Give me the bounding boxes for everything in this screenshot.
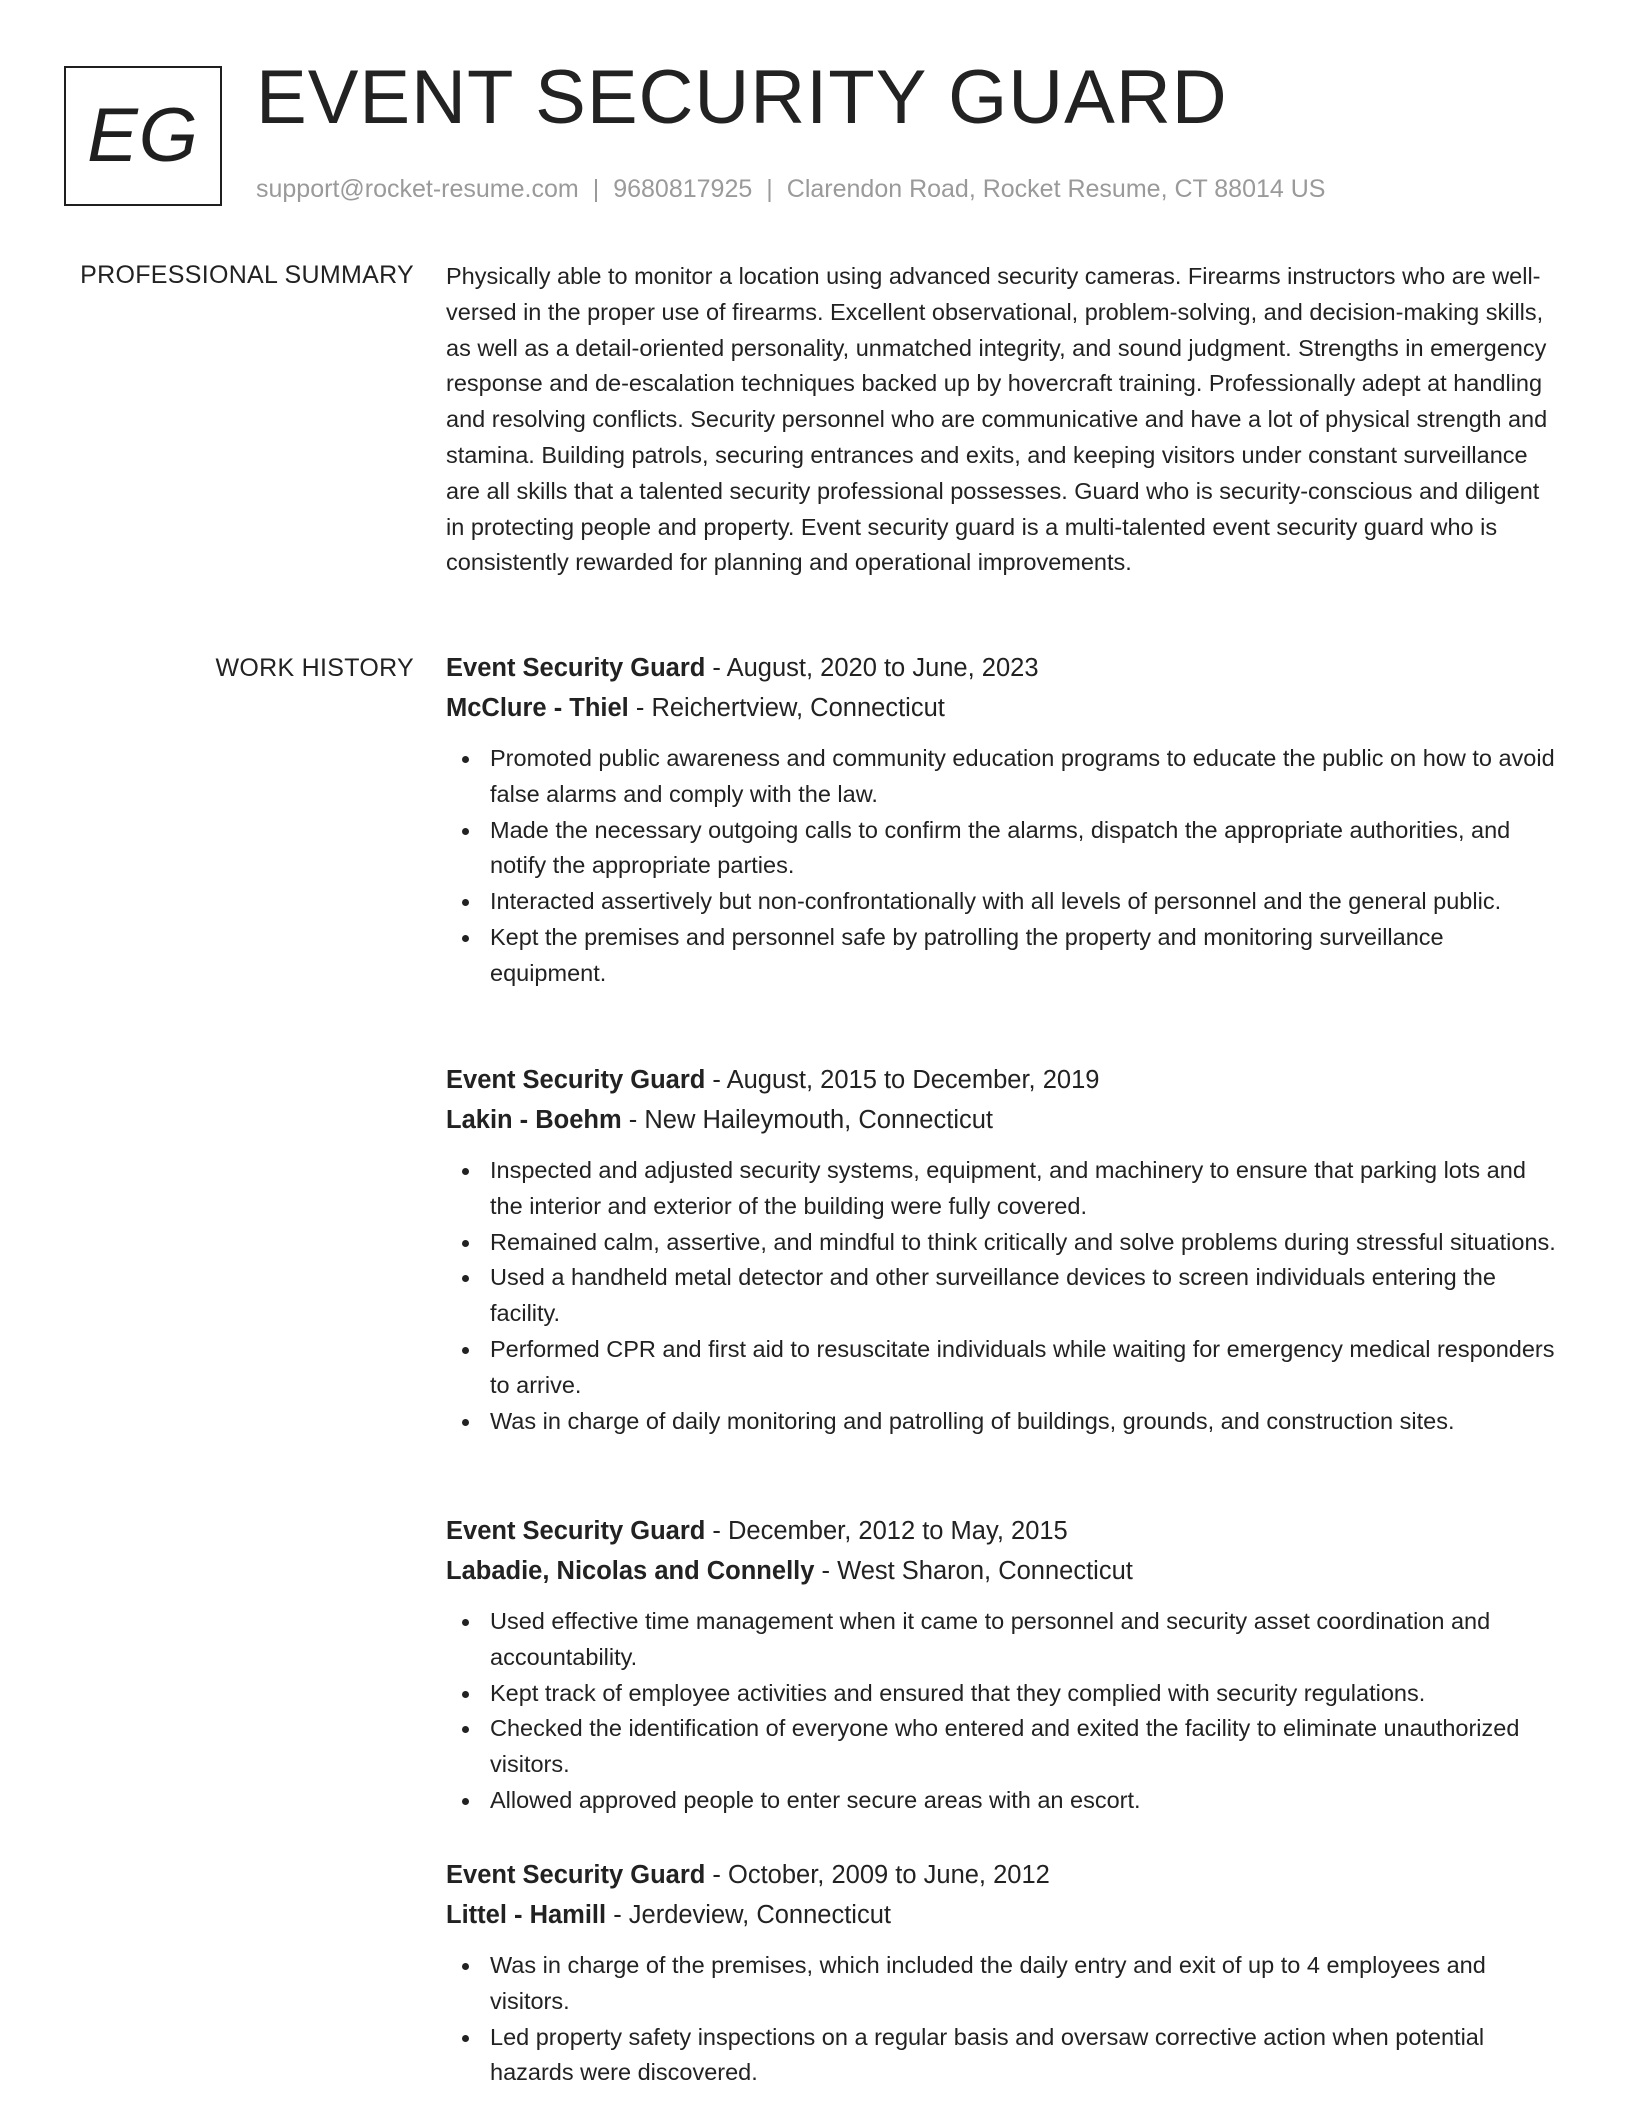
bullet-dot	[462, 935, 469, 942]
job-title: Event Security Guard	[446, 1861, 706, 1889]
job-location: - New Haileymouth, Connecticut	[621, 1106, 994, 1134]
bullet-dot	[462, 828, 469, 835]
bullet-text: Kept track of employee activities and ensured that they complied with security regulations.	[490, 1679, 1426, 1706]
bullet-dot	[462, 1963, 469, 1970]
contact-phone: 9680817925	[613, 175, 753, 203]
job-title-line	[446, 1060, 1558, 1100]
job-dates: - August, 2020 to June, 2023	[705, 654, 1039, 682]
job-company-line	[446, 1551, 1558, 1591]
bullet-text: Was in charge of daily monitoring and patrolling of buildings, grounds, and construction sites.	[490, 1407, 1455, 1434]
job-dates: - October, 2009 to June, 2012	[705, 1861, 1050, 1889]
job-title: Event Security Guard	[446, 654, 706, 682]
job-bullets	[446, 1153, 1558, 1439]
bullet-text: Promoted public awareness and community education programs to educate the public on how to avoid false alarms and comply with the law.	[490, 745, 1555, 807]
job-dates: - August, 2015 to December, 2019	[705, 1066, 1100, 1094]
summary-text: Physically able to monitor a location using advanced security cameras. Firearms instructors who are well-versed in the proper use of firearms. Excellent observational, problem-solving, and decision-making skills, as well as a detail-oriented personality, unmatched integrity, and sound judgment. Strengths in emergency response and de-escalation techniques backed up by hovercraft training. Professionally adept at handling and resolving conflicts. Security personnel who are communicative and have a lot of physical strength and stamina. Building patrols, securing entrances and exits, and keeping visitors under constant surveillance are all skills that a talented security professional possesses. Guard who is security-conscious and diligent in protecting people and property. Event security guard is a multi-talented event security guard who is consistently rewarded for planning and operational improvements.	[446, 263, 1548, 576]
bullet-text: Remained calm, assertive, and mindful to think critically and solve problems during stressful situations.	[490, 1228, 1556, 1255]
job-title-line	[446, 648, 1558, 688]
job-bullet	[446, 1153, 1558, 1225]
job-company: Labadie, Nicolas and Connelly	[446, 1557, 815, 1585]
summary-body	[446, 259, 1558, 581]
job-company-line	[446, 1895, 1558, 1935]
job-bullet	[446, 1676, 1558, 1712]
monogram-initials: EG	[87, 93, 199, 178]
job-entry	[446, 1511, 1558, 1819]
bullet-dot	[462, 1275, 469, 1282]
job-bullet	[446, 1225, 1558, 1261]
job-dates: - December, 2012 to May, 2015	[705, 1517, 1068, 1545]
work-history-label: WORK HISTORY	[215, 654, 414, 682]
job-bullet	[446, 884, 1558, 920]
bullet-dot	[462, 1619, 469, 1626]
job-bullet	[446, 1711, 1558, 1783]
resume-name: EVENT SECURITY GUARD	[256, 55, 1228, 140]
job-entry	[446, 1060, 1558, 1439]
bullet-dot	[462, 1419, 469, 1426]
job-location: - West Sharon, Connecticut	[814, 1557, 1133, 1585]
job-bullets	[446, 1604, 1558, 1819]
job-entry	[446, 648, 1558, 992]
bullet-text: Checked the identification of everyone who entered and exited the facility to eliminate unauthorized visitors.	[490, 1715, 1520, 1778]
job-company: Littel - Hamill	[446, 1901, 607, 1929]
job-bullet	[446, 1404, 1558, 1440]
job-title-line	[446, 1855, 1558, 1895]
bullet-dot	[462, 1240, 469, 1247]
job-bullet	[446, 2020, 1558, 2092]
job-company-line	[446, 1100, 1558, 1140]
job-location: - Reichertview, Connecticut	[628, 694, 945, 722]
job-company: Lakin - Boehm	[446, 1106, 622, 1134]
bullet-text: Interacted assertively but non-confrontationally with all levels of personnel and the general public.	[490, 888, 1502, 915]
bullet-text: Inspected and adjusted security systems, equipment, and machinery to ensure that parking lots and the interior and exterior of the building were fully covered.	[490, 1157, 1526, 1219]
contact-line	[256, 174, 1325, 204]
job-bullet	[446, 741, 1558, 813]
job-bullet	[446, 1783, 1558, 1819]
job-bullet	[446, 1332, 1558, 1404]
bullet-dot	[462, 1691, 469, 1698]
contact-address: Clarendon Road, Rocket Resume, CT 88014 US	[786, 175, 1326, 203]
bullet-dot	[462, 1168, 469, 1175]
bullet-text: Used effective time management when it came to personnel and security asset coordination and accountability.	[490, 1608, 1491, 1670]
bullet-dot	[462, 756, 469, 763]
job-title: Event Security Guard	[446, 1517, 706, 1545]
job-location: - Jerdeview, Connecticut	[606, 1901, 891, 1929]
contact-separator: |	[766, 175, 773, 203]
job-entry	[446, 1855, 1558, 2091]
job-bullet	[446, 1948, 1558, 2020]
job-bullet	[446, 1604, 1558, 1676]
contact-email: support@rocket-resume.com	[256, 175, 579, 203]
bullet-text: Used a handheld metal detector and other surveillance devices to screen individuals entering the facility.	[490, 1264, 1496, 1327]
job-company: McClure - Thiel	[446, 694, 629, 722]
job-title-line	[446, 1511, 1558, 1551]
summary-label: PROFESSIONAL SUMMARY	[80, 261, 414, 289]
bullet-text: Led property safety inspections on a regular basis and oversaw corrective action when potential hazards were discovered.	[490, 2023, 1485, 2086]
job-bullet	[446, 920, 1558, 992]
bullet-dot	[462, 2035, 469, 2042]
bullet-dot	[462, 1798, 469, 1805]
bullet-text: Allowed approved people to enter secure areas with an escort.	[490, 1786, 1141, 1813]
bullet-dot	[462, 899, 469, 906]
job-company-line	[446, 688, 1558, 728]
job-bullet	[446, 813, 1558, 885]
bullet-text: Performed CPR and first aid to resuscitate individuals while waiting for emergency medical responders to arrive.	[490, 1335, 1555, 1398]
bullet-text: Made the necessary outgoing calls to confirm the alarms, dispatch the appropriate authorities, and notify the appropriate parties.	[490, 816, 1511, 879]
contact-separator: |	[592, 175, 600, 203]
bullet-text: Kept the premises and personnel safe by patrolling the property and monitoring surveillance equipment.	[490, 923, 1444, 986]
monogram-box	[64, 66, 222, 206]
bullet-text: Was in charge of the premises, which included the daily entry and exit of up to 4 employees and visitors.	[490, 1952, 1486, 2014]
job-bullets	[446, 741, 1558, 992]
bullet-dot	[462, 1726, 469, 1733]
job-bullet	[446, 1260, 1558, 1332]
job-title: Event Security Guard	[446, 1066, 706, 1094]
bullet-dot	[462, 1347, 469, 1354]
job-bullets	[446, 1948, 1558, 2091]
